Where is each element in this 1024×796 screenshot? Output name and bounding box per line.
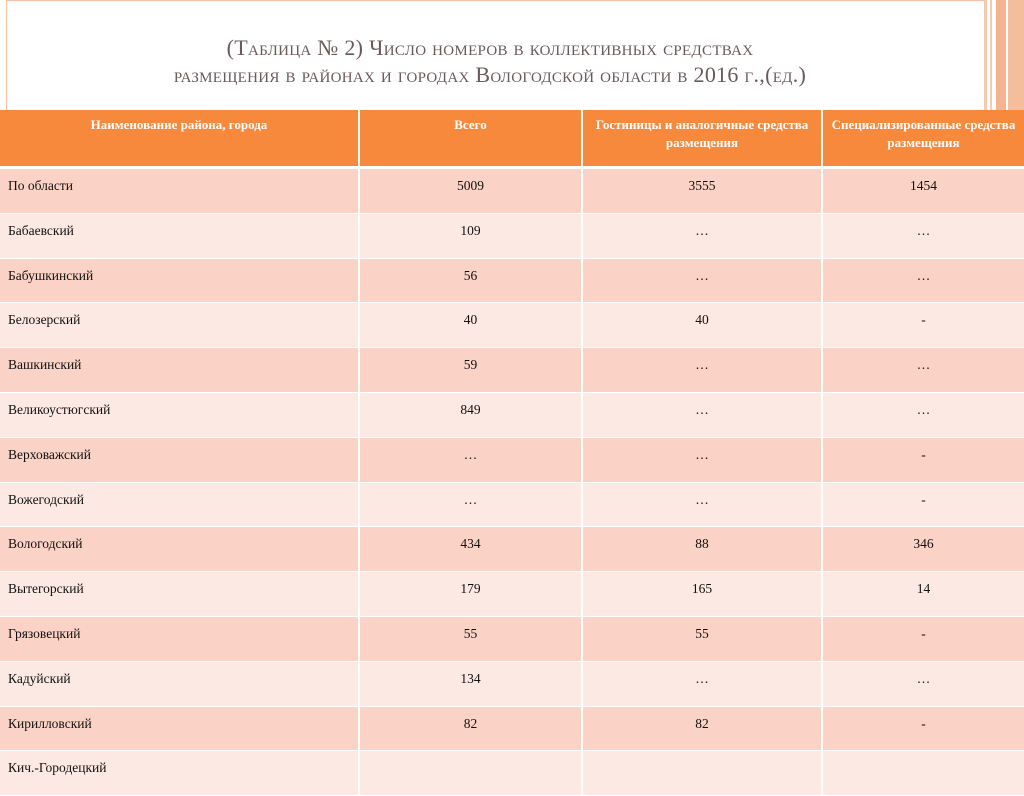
cell-specialized: 14 bbox=[823, 572, 1024, 617]
cell-region: Бабаевский bbox=[0, 214, 360, 259]
cell-region: Вытегорский bbox=[0, 572, 360, 617]
header-total: Всего bbox=[360, 110, 583, 169]
cell-total: 849 bbox=[360, 393, 583, 438]
slide-title bbox=[40, 34, 940, 88]
cell-hotels: 3555 bbox=[583, 169, 823, 214]
cell-specialized: - bbox=[823, 707, 1024, 752]
cell-specialized: 1454 bbox=[823, 169, 1024, 214]
stripe bbox=[990, 0, 992, 110]
cell-hotels: 55 bbox=[583, 617, 823, 662]
table-row bbox=[0, 259, 1024, 304]
cell-region: Кадуйский bbox=[0, 662, 360, 707]
table-row bbox=[0, 303, 1024, 348]
cell-total: 434 bbox=[360, 527, 583, 572]
cell-hotels: … bbox=[583, 259, 823, 304]
cell-total: 56 bbox=[360, 259, 583, 304]
title-line-2: размещения в районах и городах Вологодской области в 2016 г.,(ед.) bbox=[173, 62, 807, 87]
cell-total: 5009 bbox=[360, 169, 583, 214]
cell-hotels: 40 bbox=[583, 303, 823, 348]
cell-specialized: … bbox=[823, 393, 1024, 438]
header-specialized: Специализированные средства размещения bbox=[823, 110, 1024, 169]
cell-specialized: … bbox=[823, 662, 1024, 707]
cell-hotels: … bbox=[583, 662, 823, 707]
cell-region: Бабушкинский bbox=[0, 259, 360, 304]
cell-hotels: 165 bbox=[583, 572, 823, 617]
cell-region: Кирилловский bbox=[0, 707, 360, 752]
table-row bbox=[0, 483, 1024, 528]
table-row bbox=[0, 751, 1024, 796]
header-row bbox=[0, 110, 1024, 169]
table-row bbox=[0, 438, 1024, 483]
cell-region: Вологодский bbox=[0, 527, 360, 572]
cell-specialized: … bbox=[823, 214, 1024, 259]
cell-region: Вашкинский bbox=[0, 348, 360, 393]
cell-total: 40 bbox=[360, 303, 583, 348]
cell-total: 55 bbox=[360, 617, 583, 662]
cell-specialized bbox=[823, 751, 1024, 796]
cell-total: … bbox=[360, 438, 583, 483]
cell-hotels: … bbox=[583, 438, 823, 483]
cell-hotels: … bbox=[583, 348, 823, 393]
frame-left-line bbox=[6, 0, 7, 110]
cell-region: Кич.-Городецкий bbox=[0, 751, 360, 796]
table-row bbox=[0, 348, 1024, 393]
cell-region: Верховажский bbox=[0, 438, 360, 483]
cell-total: 134 bbox=[360, 662, 583, 707]
cell-specialized: - bbox=[823, 617, 1024, 662]
cell-total: 179 bbox=[360, 572, 583, 617]
cell-hotels: … bbox=[583, 214, 823, 259]
cell-hotels: 88 bbox=[583, 527, 823, 572]
cell-region: Вожегодский bbox=[0, 483, 360, 528]
table-row bbox=[0, 169, 1024, 214]
cell-total bbox=[360, 751, 583, 796]
cell-specialized: 346 bbox=[823, 527, 1024, 572]
decorative-stripes bbox=[984, 0, 1024, 110]
cell-region: Великоустюгский bbox=[0, 393, 360, 438]
table-row bbox=[0, 393, 1024, 438]
header-hotels: Гостиницы и аналогичные средства размещения bbox=[583, 110, 823, 169]
cell-region: Белозерский bbox=[0, 303, 360, 348]
cell-specialized: … bbox=[823, 259, 1024, 304]
cell-region: По области bbox=[0, 169, 360, 214]
table-row bbox=[0, 572, 1024, 617]
cell-total: 59 bbox=[360, 348, 583, 393]
cell-total: … bbox=[360, 483, 583, 528]
data-table bbox=[0, 110, 1024, 796]
title-line-1: (Таблица № 2) Число номеров в коллективных средствах bbox=[226, 35, 754, 60]
cell-specialized: - bbox=[823, 438, 1024, 483]
cell-specialized: - bbox=[823, 303, 1024, 348]
stripe bbox=[984, 0, 987, 110]
cell-total: 109 bbox=[360, 214, 583, 259]
cell-hotels: … bbox=[583, 393, 823, 438]
table-row bbox=[0, 617, 1024, 662]
cell-hotels: 82 bbox=[583, 707, 823, 752]
stripe bbox=[1008, 0, 1024, 110]
cell-specialized: … bbox=[823, 348, 1024, 393]
cell-total: 82 bbox=[360, 707, 583, 752]
cell-hotels bbox=[583, 751, 823, 796]
frame-top-line bbox=[6, 0, 984, 1]
table-row bbox=[0, 527, 1024, 572]
table-row bbox=[0, 707, 1024, 752]
cell-region: Грязовецкий bbox=[0, 617, 360, 662]
stripe bbox=[996, 0, 1006, 110]
header-region: Наименование района, города bbox=[0, 110, 360, 169]
table-row bbox=[0, 214, 1024, 259]
table-row bbox=[0, 662, 1024, 707]
cell-hotels: … bbox=[583, 483, 823, 528]
cell-specialized: - bbox=[823, 483, 1024, 528]
